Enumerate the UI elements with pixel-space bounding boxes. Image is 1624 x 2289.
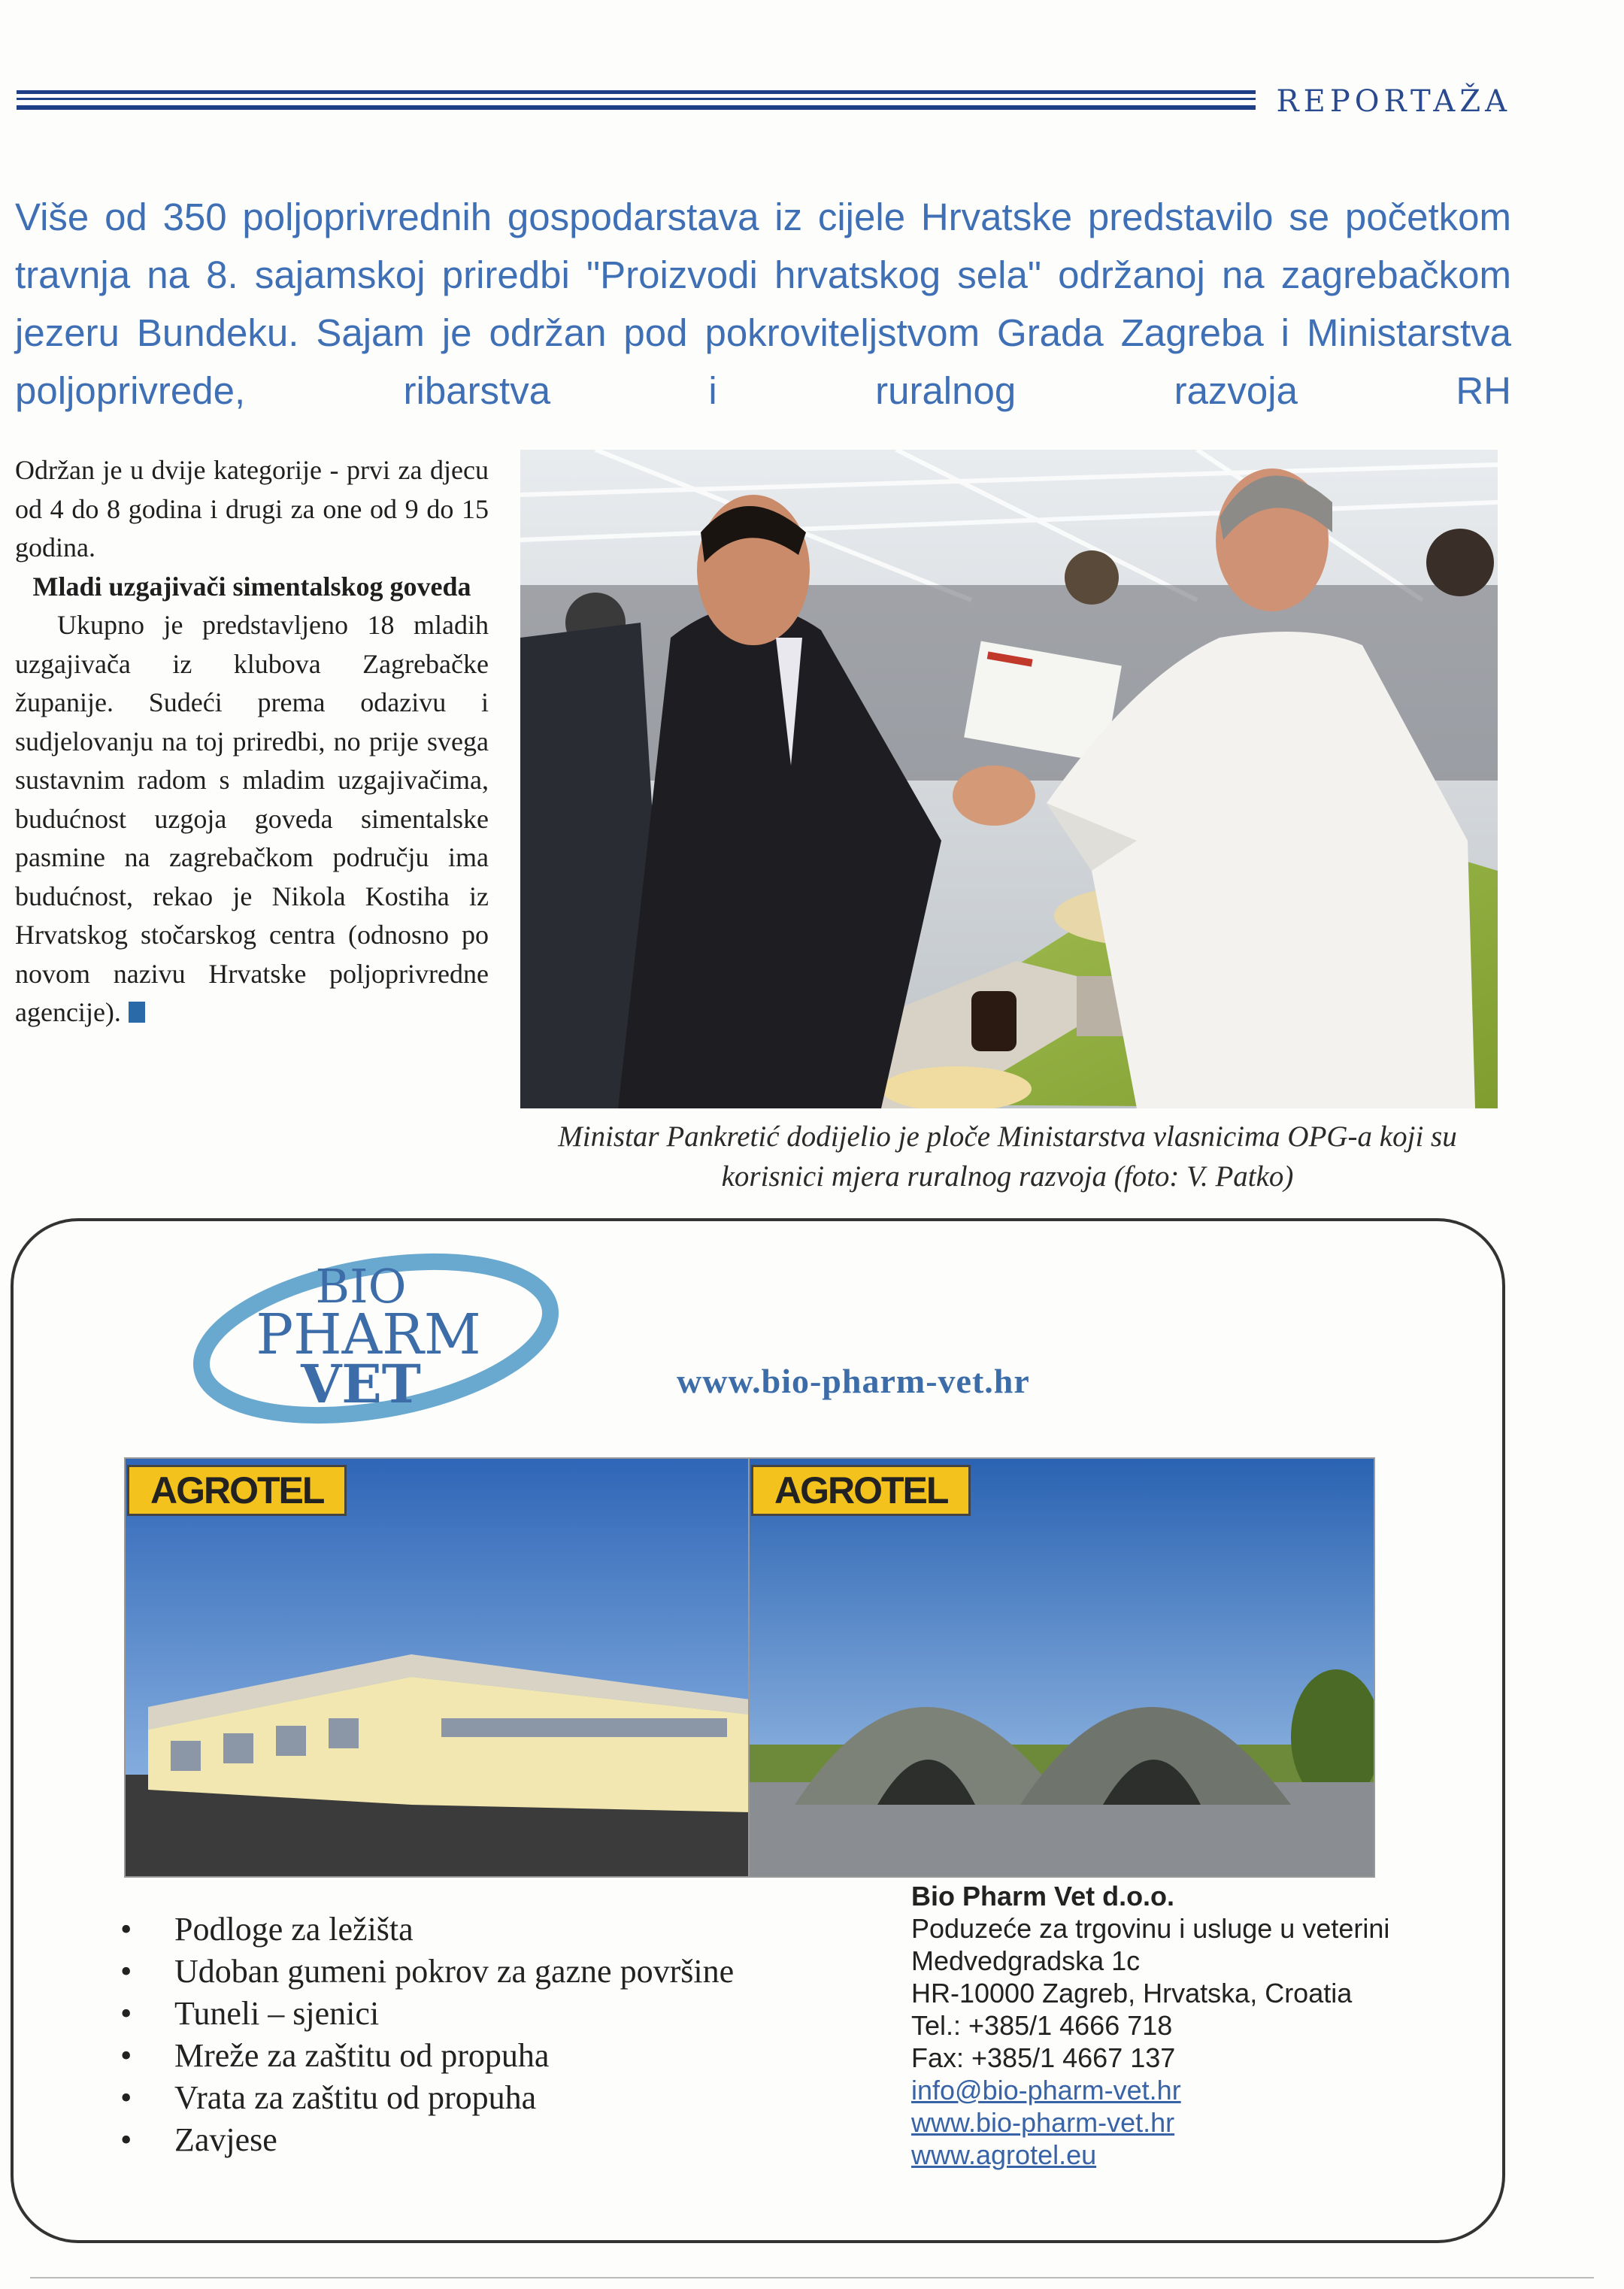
lead-paragraph: Više od 350 poljoprivrednih gospodarstava iz cijele Hrvatske predstavilo se početkom travnja na 8. sajamskoj priredbi "Proizvodi hrvatskog sela" održanoj na zagrebačkom jezeru Bundeku. Sajam je održan pod pokroviteljstvom Grada Zagreba i Ministarstva poljoprivrede, ribarstva i ruralnog razvoja RH: [15, 196, 1511, 412]
barn-illustration: [126, 1459, 750, 1876]
article-paragraph-2: Ukupno je predstavljeno 18 mladih uzgajivača iz klubova Zagrebačke županije. Sudeći prema odazivu i sudjelovanju na toj priredbi, no prije svega sustavnim radom s mladim uzgajivačima, budućnost uzgoja goveda simentalske pasmine na zagrebačkom području ima budućnost, rekao je Nikola Kostiha iz Hrvatskog stočarskog centra (odnosno po novom nazivu Hrvatske poljoprivredne agencije).: [15, 610, 489, 1027]
contact-block: [911, 1880, 1483, 2171]
website-link-agrotel[interactable]: www.agrotel.eu: [911, 2139, 1097, 2170]
feature-list: [120, 1909, 734, 2161]
article-subhead: Mladi uzgajivači simentalskog goveda: [32, 571, 471, 602]
product-image-barn: [124, 1457, 751, 1878]
bio-pharm-vet-logo: [180, 1248, 571, 1429]
company-name: Bio Pharm Vet d.o.o.: [911, 1881, 1175, 1912]
company-fax: Fax: +385/1 4667 137: [911, 2042, 1176, 2073]
company-description: Poduzeće za trgovinu i usluge u veterini: [911, 1913, 1390, 1944]
ad-website[interactable]: www.bio-pharm-vet.hr: [677, 1362, 1030, 1400]
company-phone: Tel.: +385/1 4666 718: [911, 2010, 1173, 2041]
tunnel-illustration: [750, 1459, 1374, 1876]
feature-item: • Mreže za zaštitu od propuha: [120, 2035, 734, 2077]
agrotel-badge-1: AGROTEL: [127, 1465, 347, 1516]
agrotel-badge-2: AGROTEL: [751, 1465, 971, 1516]
feature-item: • Podloge za ležišta: [120, 1909, 734, 1951]
company-street: Medvedgradska 1c: [911, 1945, 1141, 1976]
website-link-biopharmvet[interactable]: www.bio-pharm-vet.hr: [911, 2107, 1175, 2138]
logo-vet-text: VET: [301, 1353, 421, 1415]
section-label: REPORTAŽA: [1276, 84, 1511, 119]
header-rule-1: [17, 90, 1256, 94]
feature-item: • Tuneli – sjenici: [120, 1993, 734, 2035]
photo-caption: Ministar Pankretić dodijelio je ploče Ministarstva vlasnicima OPG-a koji su korisnici mjera ruralnog razvoja (foto: V. Patko): [558, 1120, 1457, 1193]
end-mark-icon: [129, 1002, 145, 1023]
article-paragraph-1: Održan je u dvije kategorije - prvi za djecu od 4 do 8 godina i drugi za one od 9 do 15 godina.: [15, 455, 489, 562]
logo-bio-text: BIO: [315, 1259, 407, 1314]
article-photo: [520, 450, 1498, 1108]
header-rule-3: [17, 105, 1256, 110]
header-rule-2: [17, 98, 1256, 100]
company-city: HR-10000 Zagreb, Hrvatska, Croatia: [911, 1978, 1353, 2009]
product-image-tunnels: [748, 1457, 1375, 1878]
page-bottom-rule: [30, 2277, 1594, 2278]
logo-pharm-text: PHARM: [256, 1302, 481, 1367]
article-body: [15, 451, 489, 1032]
feature-item: • Udoban gumeni pokrov za gazne površine: [120, 1951, 734, 1993]
email-link[interactable]: info@bio-pharm-vet.hr: [911, 2075, 1181, 2106]
feature-item: • Zavjese: [120, 2119, 734, 2161]
feature-item: • Vrata za zaštitu od propuha: [120, 2077, 734, 2119]
